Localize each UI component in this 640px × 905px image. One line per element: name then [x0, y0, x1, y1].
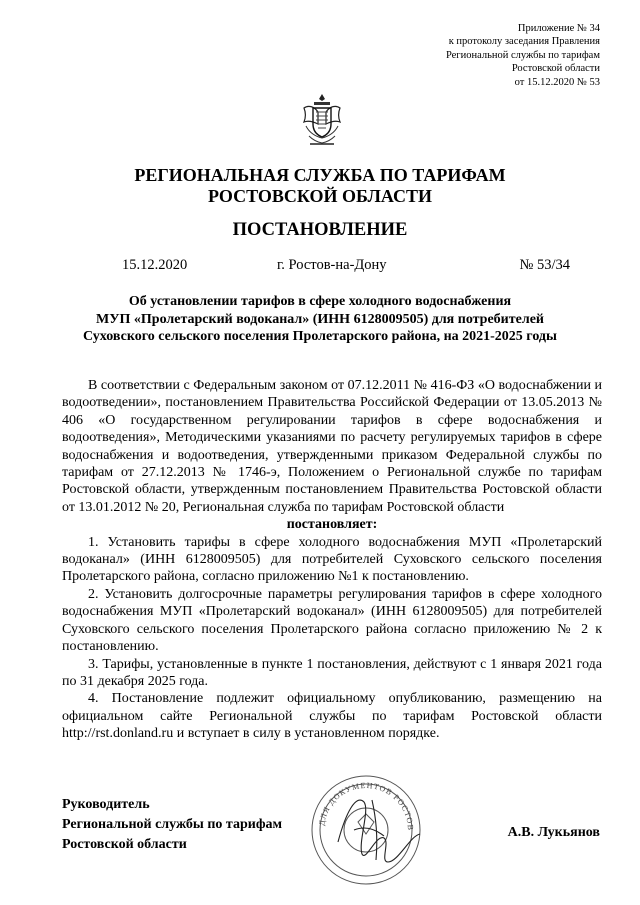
resolves-heading: постановляет: [286, 517, 378, 533]
annex-protocol: к протоколу заседания Правления [448, 36, 600, 48]
seal-text: ДЛЯ ДОКУМЕНТОВ РОСТОВ [317, 780, 416, 832]
document-type: ПОСТАНОВЛЕНИЕ [232, 220, 408, 240]
organization-title [0, 165, 640, 207]
subject-line1: Об установлении тарифов в сфере холодного водоснабжения [128, 294, 512, 309]
annex-board: Региональной службы по тарифам [445, 49, 600, 61]
signatory-title [62, 795, 342, 855]
document-subject [40, 293, 600, 346]
coat-of-arms-icon [300, 92, 344, 150]
signatory-title-line3: Ростовской области [62, 837, 187, 852]
organization-title-line1: РЕГИОНАЛЬНАЯ СЛУЖБА ПО ТАРИФАМ [134, 165, 506, 185]
signatory-name: А.В. Лукьянов [507, 825, 600, 840]
document-meta [122, 257, 570, 277]
annex-region: Ростовской области [511, 63, 600, 75]
subject-line2: МУП «Пролетарский водоканал» (ИНН 6128009505) для потребителей [96, 311, 544, 327]
document-place: г. Ростов-на-Дону [277, 257, 387, 273]
clause-4: 4. Постановление подлежит официальному опубликованию, размещению на официальном сайте Региональной службы по тарифам Ростовской области http://rst.donland.ru и вступает в силу в установленном порядке. [62, 691, 602, 742]
official-seal-icon [308, 772, 454, 892]
document-number: № 53/34 [519, 257, 570, 273]
preamble-paragraph: В соответствии с Федеральным законом от 07.12.2011 № 416-ФЗ «О водоснабжении и водоотведении», постановлением Правительства Российской Федерации от 13.05.2013 № 406 «О государственном регулировании тарифов в сфере водоснабжения и водоотведения», Методическими указаниями по расчету регулируемых тарифов в сфере водоснабжения и водоотведения, утвержденными приказом Федеральной службы по тарифам от 27.12.2013 № 1746-э, Положением о Региональной службе по тарифам Ростовской области, утвержденным постановлением Правительства Ростовской области от 13.01.2012 № 20, Региональная служба по тарифам Ростовской области [62, 378, 602, 515]
subject-line3: Суховского сельского поселения Пролетарского района, на 2021-2025 годы [83, 329, 557, 345]
annex-date: от 15.12.2020 № 53 [514, 76, 600, 88]
clause-2: 2. Установить долгосрочные параметры регулирования тарифов в сфере холодного водоснабжения МУП «Пролетарский водоканал» (ИНН 6128009505) для потребителей Суховского сельского поселения Пролетарского района согласно приложению № 2 к постановлению. [62, 586, 602, 655]
organization-title-line2: РОСТОВСКОЙ ОБЛАСТИ [208, 186, 432, 206]
svg-text:ДЛЯ ДОКУМЕНТОВ РОСТОВСКОЙ [308, 772, 415, 831]
seal-circle [312, 776, 420, 884]
signatory-title-line2: Региональной службы по тарифам [62, 817, 283, 832]
signatory-title-line1: Руководитель [62, 797, 150, 812]
annex-number: Приложение № 34 [517, 23, 600, 34]
document-body [62, 377, 602, 743]
clause-1: 1. Установить тарифы в сфере холодного водоснабжения МУП «Пролетарский водоканал» (ИНН 6128009505) для потребителей Суховского сельского поселения Пролетарского района, согласно приложению №1 к постановлению. [62, 534, 602, 585]
clause-3: 3. Тарифы, установленные в пункте 1 постановления, действуют с 1 января 2021 года по 31 декабря 2025 года. [62, 656, 602, 689]
annex-note [340, 22, 600, 89]
document-date: 15.12.2020 [122, 257, 188, 273]
